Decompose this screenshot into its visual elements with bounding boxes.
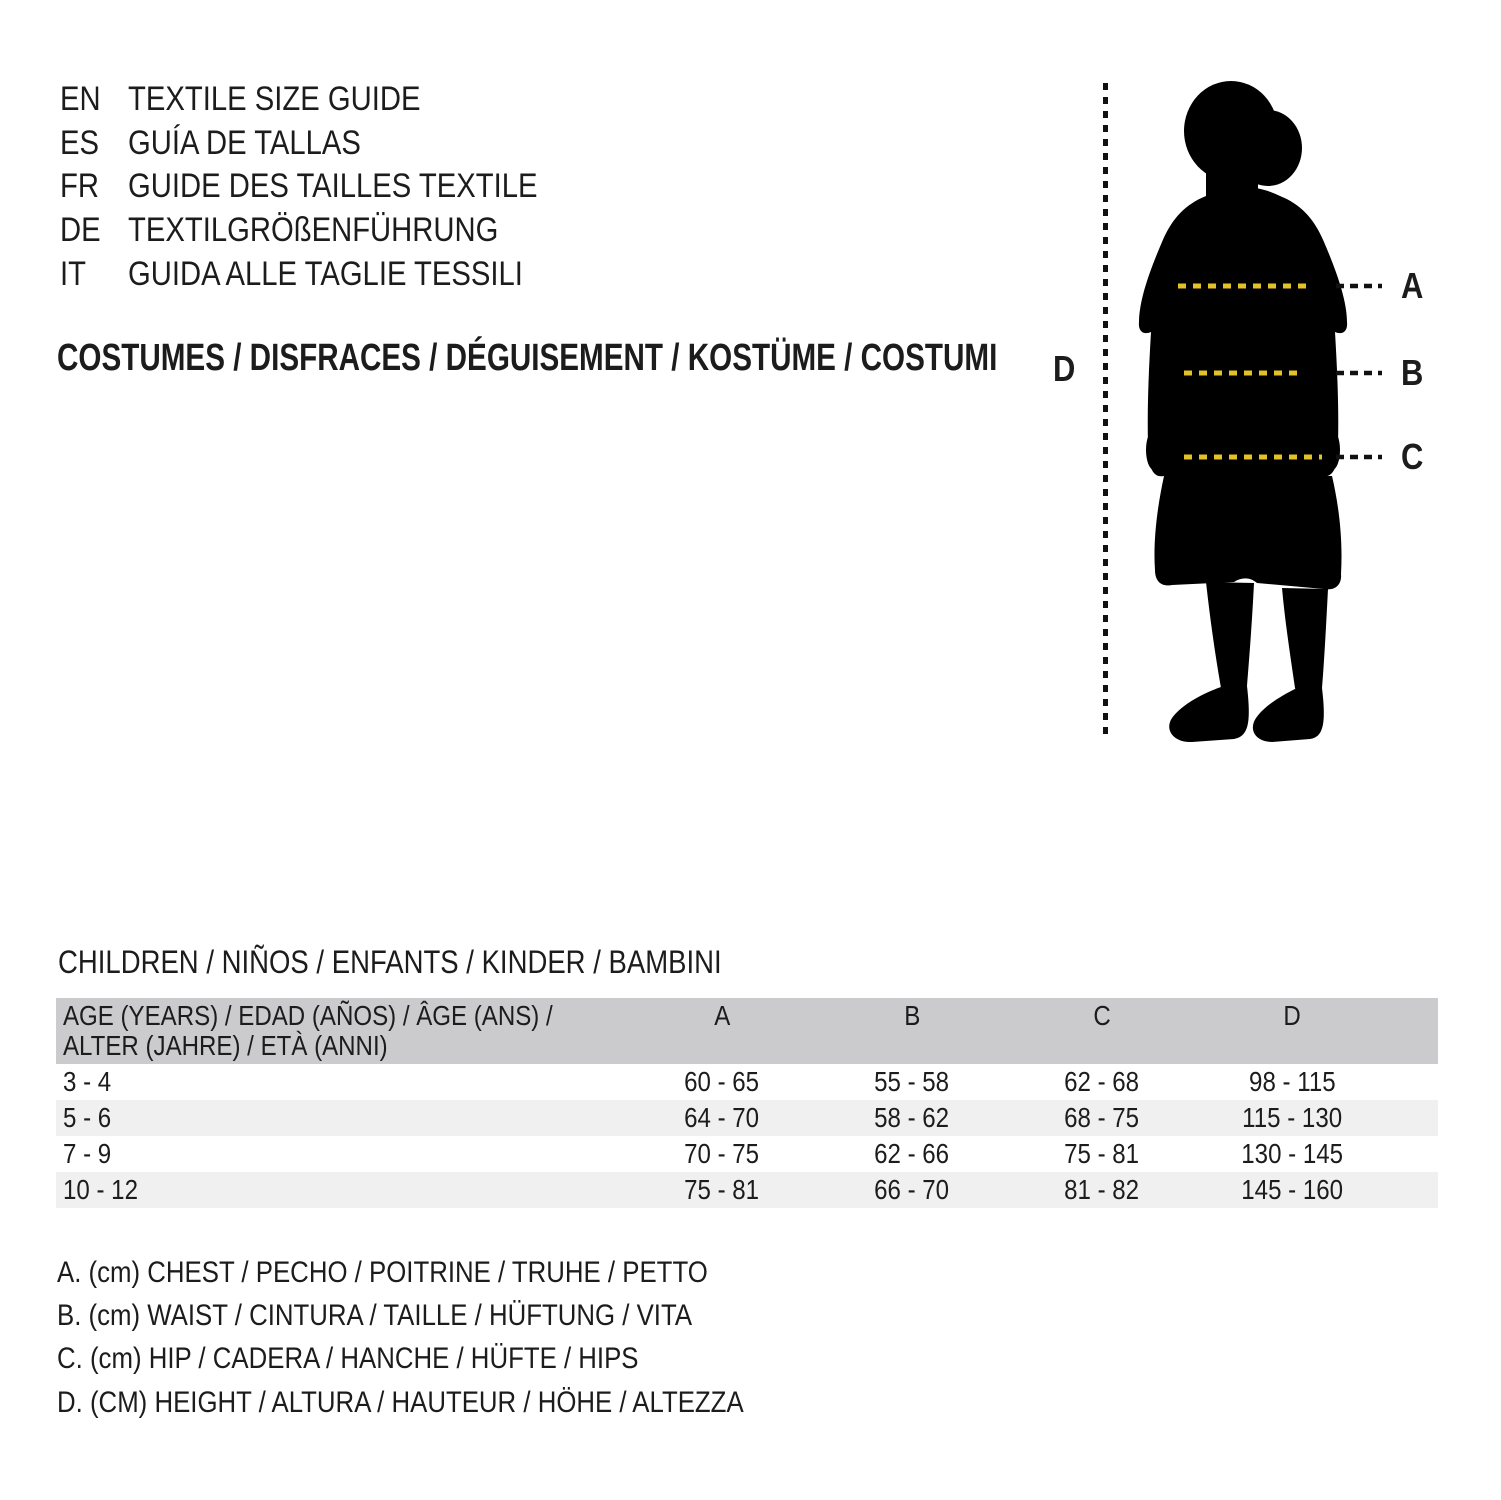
language-code: EN [60,80,101,119]
hip-cell: 68 - 75 [1064,1102,1140,1133]
waist-cell: 55 - 58 [874,1066,950,1097]
language-row-es [60,122,604,166]
hip-cell: 81 - 82 [1064,1174,1140,1205]
table-row [56,1136,1438,1172]
language-row-fr [60,165,604,209]
legend-chest: A. (cm) CHEST / PECHO / POITRINE / TRUHE / PETTO [57,1255,708,1289]
table-header-row [56,998,1438,1064]
table-row [56,1172,1438,1208]
chest-cell: 75 - 81 [684,1174,760,1205]
language-title: TEXTILE SIZE GUIDE [128,80,421,119]
hip-measure-label: C [1401,436,1424,477]
hip-cell: 75 - 81 [1064,1138,1140,1169]
height-cell: 145 - 160 [1241,1174,1343,1205]
age-cell: 3 - 4 [63,1066,112,1097]
language-row-it [60,252,604,296]
language-row-de [60,209,604,253]
measurement-legend [57,1251,855,1425]
legend-hip: C. (cm) HIP / CADERA / HANCHE / HÜFTE / HIPS [57,1342,639,1376]
language-title-list [60,78,604,296]
waist-measure-label: B [1401,352,1424,393]
waist-cell: 62 - 66 [874,1138,950,1169]
chest-cell: 70 - 75 [684,1138,760,1169]
waist-cell: 66 - 70 [874,1174,950,1205]
language-title: GUÍA DE TALLAS [128,123,361,162]
column-header-b: B [903,1000,921,1031]
chest-measure-label: A [1401,265,1424,306]
language-row-en [60,78,604,122]
age-cell: 7 - 9 [63,1138,112,1169]
hip-cell: 62 - 68 [1064,1066,1140,1097]
height-cell: 130 - 145 [1241,1138,1343,1169]
language-code: FR [60,167,99,206]
category-title: COSTUMES / DISFRACES / DÉGUISEMENT / KOSTÜME / COSTUMI [57,337,998,379]
column-header-c: C [1093,1000,1111,1031]
waist-cell: 58 - 62 [874,1102,950,1133]
column-header-a: A [713,1000,731,1031]
legend-waist: B. (cm) WAIST / CINTURA / TAILLE / HÜFTUNG / VITA [57,1299,693,1333]
age-column-header: AGE (YEARS) / EDAD (AÑOS) / ÂGE (ANS) / ALTER (JAHRE) / ETÀ (ANNI) [63,1000,553,1061]
column-header-d: D [1283,1000,1301,1031]
legend-height: D. (CM) HEIGHT / ALTURA / HAUTEUR / HÖHE / ALTEZZA [57,1385,744,1419]
children-size-table [56,998,1438,1208]
child-silhouette-icon [1130,76,1390,756]
height-measure-dotted-line [1103,83,1108,741]
language-title: GUIDA ALLE TAGLIE TESSILI [128,254,523,293]
language-code: DE [60,211,101,250]
height-cell: 115 - 130 [1242,1102,1342,1133]
height-measure-label: D [1053,348,1076,389]
chest-cell: 60 - 65 [684,1066,760,1097]
age-cell: 10 - 12 [63,1174,138,1205]
age-cell: 5 - 6 [63,1102,112,1133]
language-title: TEXTILGRÖßENFÜHRUNG [128,211,499,250]
table-row [56,1064,1438,1100]
table-row [56,1100,1438,1136]
language-code: IT [60,254,86,293]
chest-cell: 64 - 70 [684,1102,760,1133]
language-title: GUIDE DES TAILLES TEXTILE [128,167,538,206]
height-cell: 98 - 115 [1248,1066,1336,1097]
section-heading-children: CHILDREN / NIÑOS / ENFANTS / KINDER / BAMBINI [58,944,722,980]
language-code: ES [60,123,100,162]
